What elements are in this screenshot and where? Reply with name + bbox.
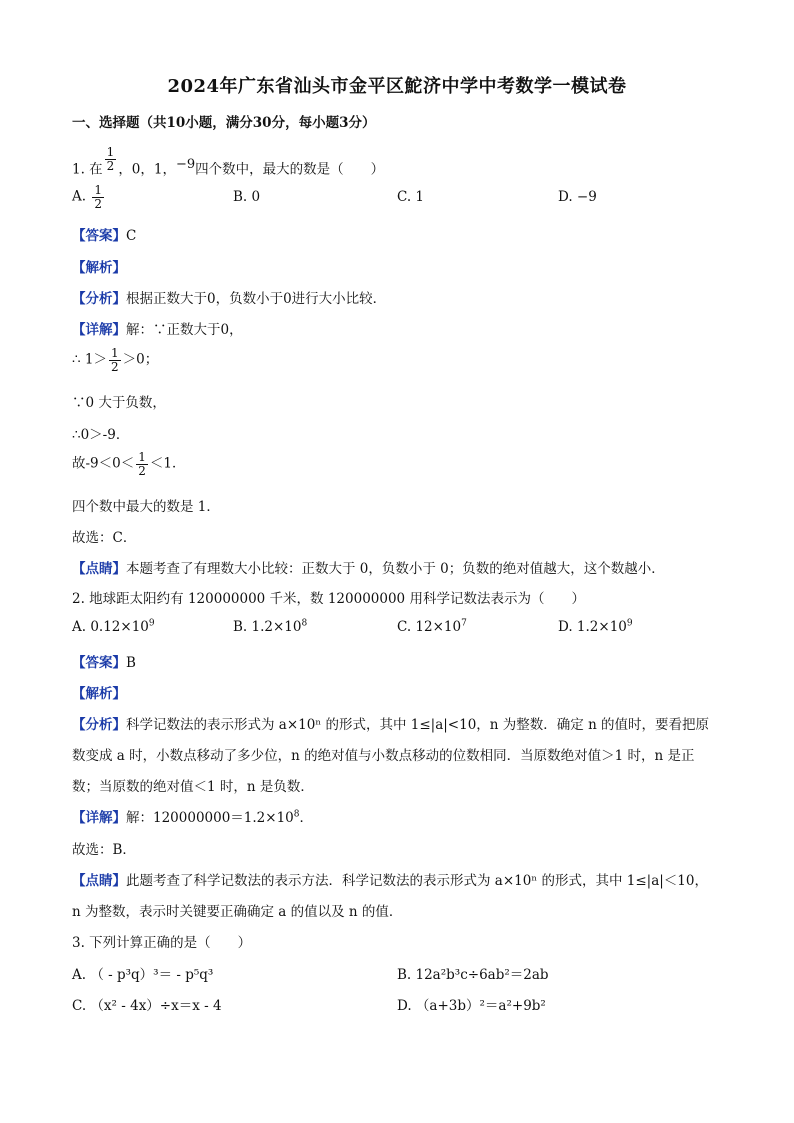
q1-choose: 故选：C． (72, 530, 137, 546)
q1-answer: 【答案】C (72, 228, 137, 244)
q2-fenxi-line-3: 数；当原数的绝对值＜1 时，n 是负数． (72, 779, 314, 795)
q2-answer: 【答案】B (72, 655, 136, 671)
q3-option-d: D. （a+3b）²＝a²+9b² (397, 998, 546, 1014)
q1-option-c: C. 1 (397, 189, 425, 205)
q2-dianjing-line-2: n 为整数，表示时关键要正确确定 a 的值以及 n 的值． (72, 904, 403, 920)
q1-analysis-heading: 【解析】 (72, 260, 126, 276)
q3-option-b: B. 12a²b³c÷6ab²＝2ab (397, 967, 549, 983)
fraction: $\frac{1}{2}$ (138, 450, 146, 478)
q1-xiangjie: 【详解】解：∵正数大于0， (72, 322, 243, 338)
q1-step-5: 四个数中最大的数是 1． (72, 499, 220, 515)
q2-option-c: C. $12\times 10^7$ (397, 618, 467, 635)
fraction: $\frac{1}{2}$ (106, 145, 115, 173)
q2-fenxi-line-1: 【分析】科学记数法的表示形式为 a×10ⁿ 的形式，其中 1≤|a|<10，n 为整数．确定 n 的值时，要看把原 (72, 717, 710, 733)
q3-option-c: C. （x² - 4x）÷x＝x - 4 (72, 998, 222, 1014)
fraction: $\frac{1}{2}$ (110, 346, 119, 374)
q2-choose: 故选：B． (72, 842, 136, 858)
q2-option-b: B. $1.2\times 10^8$ (233, 618, 308, 635)
question-3-stem: 3. 下列计算正确的是（ ） (72, 935, 252, 951)
q2-option-a: A. $0.12\times 10^9$ (72, 618, 155, 635)
q1-option-a: A. $\frac{1}{2}$ (72, 183, 102, 211)
q1-dianjing: 【点睛】本题考查了有理数大小比较：正数大于 0，负数小于 0；负数的绝对值越大，这个数越小． (72, 561, 665, 577)
question-2-stem: 2. 地球距太阳约有 120000000 千米，数 120000000 用科学记数法表示为（ ） (72, 591, 585, 607)
page-title: 2024年广东省汕头市金平区鮀济中学中考数学一模试卷 (167, 76, 627, 97)
q1-step-3: ∴0＞-9． (72, 427, 130, 443)
q1-step-1: ∴ 1＞ $\frac{1}{2}$ ＞0； (72, 346, 159, 374)
question-1-stem: 1. 在 $\frac{1}{2}$ ，0，1，$^{-9}$四个数中，最大的数是（ ） (72, 145, 385, 178)
q1-step-4: 故-9＜0＜ $\frac{1}{2}$ ＜1． (72, 450, 186, 478)
q2-fenxi-line-2: 数变成 a 时，小数点移动了多少位，n 的绝对值与小数点移动的位数相同．当原数绝对值＞1 时，n 是正 (72, 748, 695, 764)
q1-step-2: ∵0 大于负数， (72, 395, 166, 411)
q1-fenxi: 【分析】根据正数大于0，负数小于0进行大小比较． (72, 291, 387, 307)
fraction: $\frac{1}{2}$ (94, 183, 102, 211)
q1-option-d: D. −9 (558, 189, 597, 205)
q2-analysis-heading: 【解析】 (72, 686, 126, 702)
q2-xiangjie: 【详解】解：$120000000=1.2\times 10^8$． (72, 809, 313, 826)
q2-dianjing-line-1: 【点睛】此题考查了科学记数法的表示方法．科学记数法的表示形式为 a×10ⁿ 的形式，其中 1≤|a|＜10， (72, 873, 708, 889)
q1-option-b: B. 0 (233, 189, 261, 205)
section-heading: 一、选择题（共10小题，满分30分，每小题3分） (72, 115, 376, 131)
q2-option-d: D. $1.2\times 10^9$ (558, 618, 633, 635)
q3-option-a: A. （ - p³q）³＝ - p⁵q³ (72, 967, 214, 983)
